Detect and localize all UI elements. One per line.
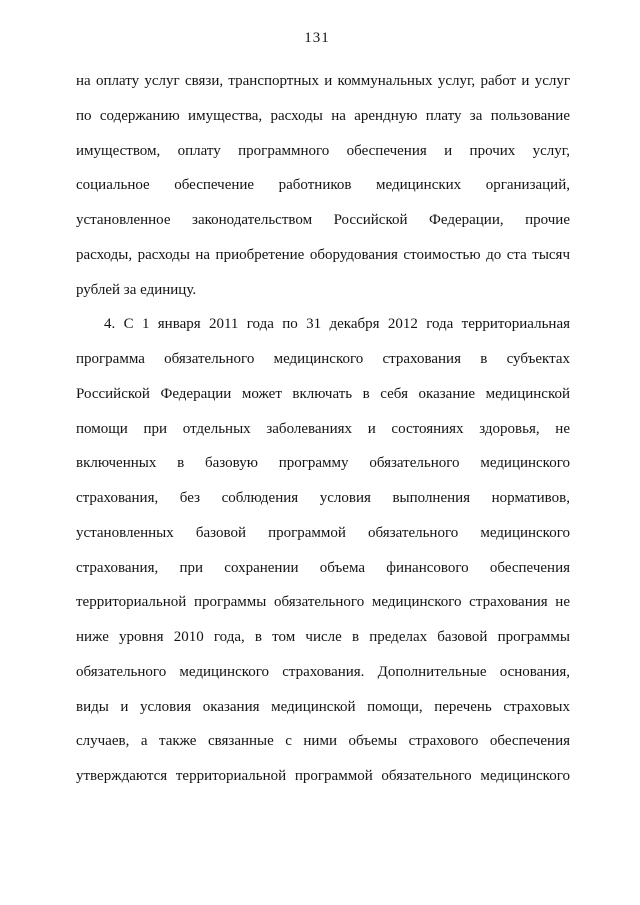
document-body <box>76 64 570 794</box>
text-line: программа обязательного медицинского страхования в субъектах <box>76 351 570 367</box>
text-line: социальное обеспечение работников медицинских организаций, <box>76 177 570 194</box>
text-line: Российской Федерации может включать в себя оказание медицинской <box>76 385 570 402</box>
text-line: включенных в базовую программу обязательного медицинского <box>76 455 570 472</box>
text-line: установленное законодательством Российской Федерации, прочие <box>76 212 570 228</box>
text-line: обязательного медицинского страхования. Дополнительные основания, <box>76 663 570 680</box>
text-line: 4. С 1 января 2011 года по 31 декабря 2012 года территориальная <box>104 316 570 333</box>
text-line: страхования, без соблюдения условия выполнения нормативов, <box>76 490 570 506</box>
page-number: 131 <box>304 30 330 46</box>
paragraph-2 <box>76 307 570 794</box>
text-line: ниже уровня 2010 года, в том числе в пределах базовой программы <box>76 629 570 645</box>
text-line: на оплату услуг связи, транспортных и коммунальных услуг, работ и услуг <box>76 73 570 89</box>
text-line: случаев, а также связанные с ними объемы страхового обеспечения <box>76 733 570 750</box>
text-line: помощи при отдельных заболеваниях и состояниях здоровья, не <box>76 420 570 437</box>
text-line: расходы, расходы на приобретение оборудования стоимостью до ста тысяч <box>76 246 570 263</box>
text-line: установленных базовой программой обязательного медицинского <box>76 524 570 541</box>
paragraph-1 <box>76 64 570 307</box>
text-line: виды и условия оказания медицинской помощи, перечень страховых <box>76 698 570 715</box>
text-line: территориальной программы обязательного медицинского страхования не <box>76 594 570 611</box>
text-line: страхования, при сохранении объема финансового обеспечения <box>76 559 570 576</box>
text-line: имуществом, оплату программного обеспечения и прочих услуг, <box>76 142 570 159</box>
text-line: по содержанию имущества, расходы на арендную плату за пользование <box>76 107 570 124</box>
text-line: утверждаются территориальной программой обязательного медицинского <box>76 768 570 784</box>
text-line: рублей за единицу. <box>76 281 197 298</box>
